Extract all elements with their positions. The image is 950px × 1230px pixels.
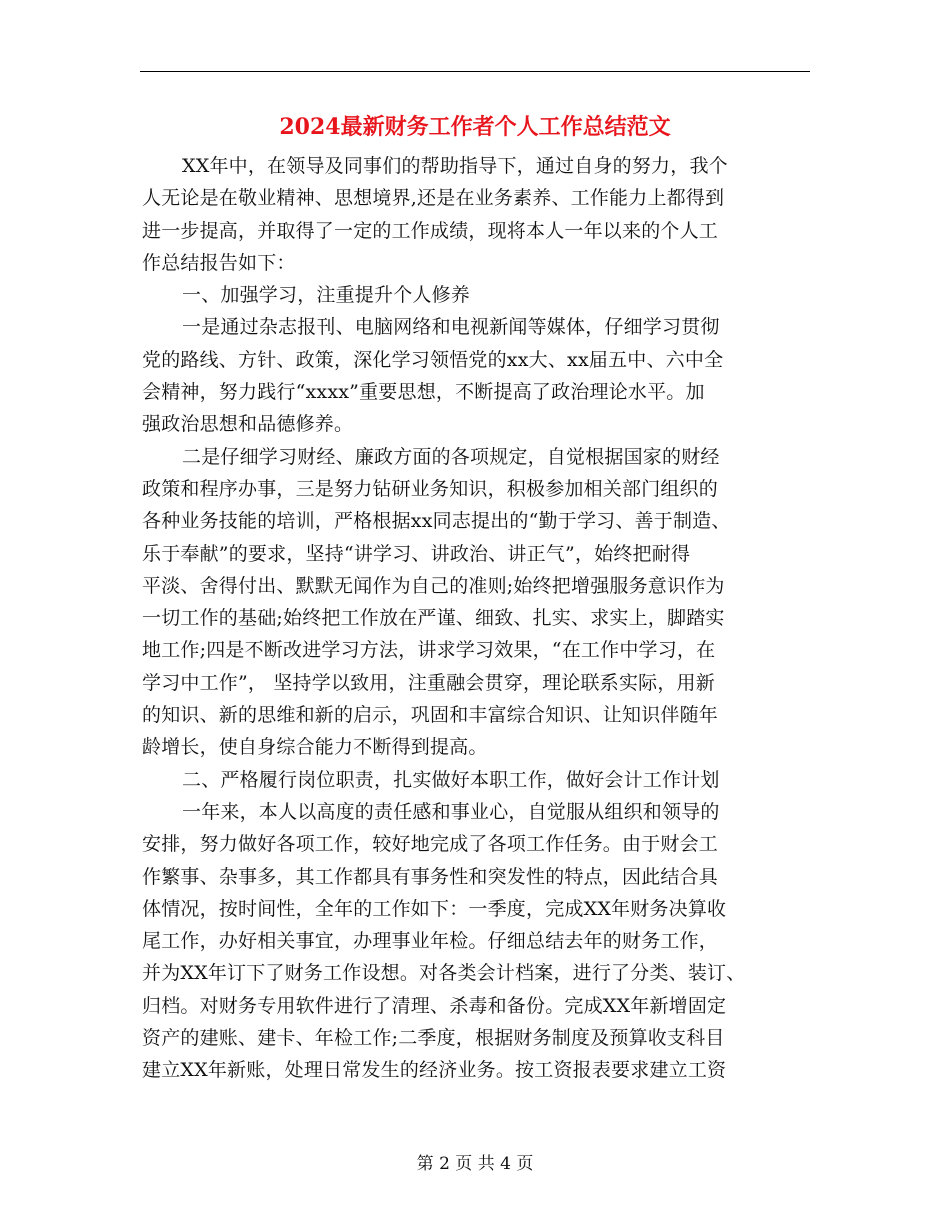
paragraph bbox=[142, 311, 806, 440]
text-line: 乐于奉献”的要求，坚持“讲学习、讲政治、讲正气”，始终把耐得 bbox=[142, 542, 691, 565]
text-line: 会精神，努力践行“xxxx”重要思想，不断提高了政治理论水平。加 bbox=[142, 381, 705, 404]
text-line: 强政治思想和品德修养。 bbox=[142, 413, 354, 436]
document-body bbox=[142, 150, 806, 1087]
text-line: 人无论是在敬业精神、思想境界,还是在业务素养、工作能力上都得到 bbox=[142, 187, 725, 210]
text-line: 学习中工作”， 坚持学以致用，注重融会贯穿，理论联系实际，用新 bbox=[142, 671, 715, 694]
text-line: 归档。对财务专用软件进行了清理、杀毒和备份。完成XX年新增固定 bbox=[142, 994, 727, 1017]
text-line: 作总结报告如下： bbox=[142, 251, 296, 274]
text-line: XX年中，在领导及同事们的帮助指导下，通过自身的努力，我个 bbox=[182, 155, 728, 177]
text-line: 尾工作，办好相关事宜，办理事业年检。仔细总结去年的财务工作， bbox=[142, 930, 719, 953]
text-line: 一切工作的基础;始终把工作放在严谨、细致、扎实、求实上，脚踏实 bbox=[142, 607, 725, 630]
text-line: 地工作;四是不断改进学习方法，讲求学习效果，“在工作中学习，在 bbox=[142, 639, 716, 662]
text-line: 并为XX年订下了财务工作设想。对各类会计档案，进行了分类、装订、 bbox=[142, 962, 746, 985]
paragraph bbox=[142, 279, 806, 311]
page-footer: 第 2 页 共 4 页 bbox=[416, 1154, 534, 1174]
text-line: 龄增长，使自身综合能力不断得到提高。 bbox=[142, 736, 488, 759]
text-line: 进一步提高，并取得了一定的工作成绩，现将本人一年以来的个人工 bbox=[142, 219, 719, 242]
text-line: 一年来，本人以高度的责任感和事业心，自觉服从组织和领导的 bbox=[182, 800, 720, 823]
text-line: 建立XX年新账，处理日常发生的经济业务。按工资报表要求建立工资 bbox=[142, 1059, 727, 1082]
text-line: 党的路线、方针、政策，深化学习领悟党的xx大、xx届五中、六中全 bbox=[142, 348, 724, 371]
text-line: 作繁事、杂事多，其工作都具有事务性和突发性的特点，因此结合具 bbox=[142, 865, 719, 888]
header-rule bbox=[140, 71, 810, 72]
text-line: 的知识、新的思维和新的启示，巩固和丰富综合知识、让知识伴随年 bbox=[142, 704, 719, 727]
text-line: 二是仔细学习财经、廉政方面的各项规定，自觉根据国家的财经 bbox=[182, 445, 720, 468]
text-line: 一是通过杂志报刊、电脑网络和电视新闻等媒体，仔细学习贯彻 bbox=[182, 316, 720, 339]
text-line: 资产的建账、建卡、年检工作;二季度，根据财务制度及预算收支科目 bbox=[142, 1027, 725, 1050]
paragraph bbox=[142, 796, 806, 1087]
paragraph bbox=[142, 150, 806, 279]
text-line: 体情况，按时间性，全年的工作如下：一季度，完成XX年财务决算收 bbox=[142, 897, 727, 920]
paragraph bbox=[142, 764, 806, 796]
text-line: 一、加强学习，注重提升个人修养 bbox=[182, 284, 471, 307]
text-line: 安排，努力做好各项工作，较好地完成了各项工作任务。由于财会工 bbox=[142, 833, 719, 856]
text-line: 政策和程序办事，三是努力钻研业务知识，积极参加相关部门组织的 bbox=[142, 477, 719, 500]
document-title: 2024最新财务工作者个人工作总结范文 bbox=[279, 114, 671, 140]
text-line: 二、严格履行岗位职责，扎实做好本职工作，做好会计工作计划 bbox=[182, 768, 720, 791]
text-line: 平淡、舍得付出、默默无闻作为自己的准则;始终把增强服务意识作为 bbox=[142, 574, 725, 597]
paragraph bbox=[142, 441, 806, 764]
text-line: 各种业务技能的培训，严格根据xx同志提出的“勤于学习、善于制造、 bbox=[142, 510, 731, 533]
